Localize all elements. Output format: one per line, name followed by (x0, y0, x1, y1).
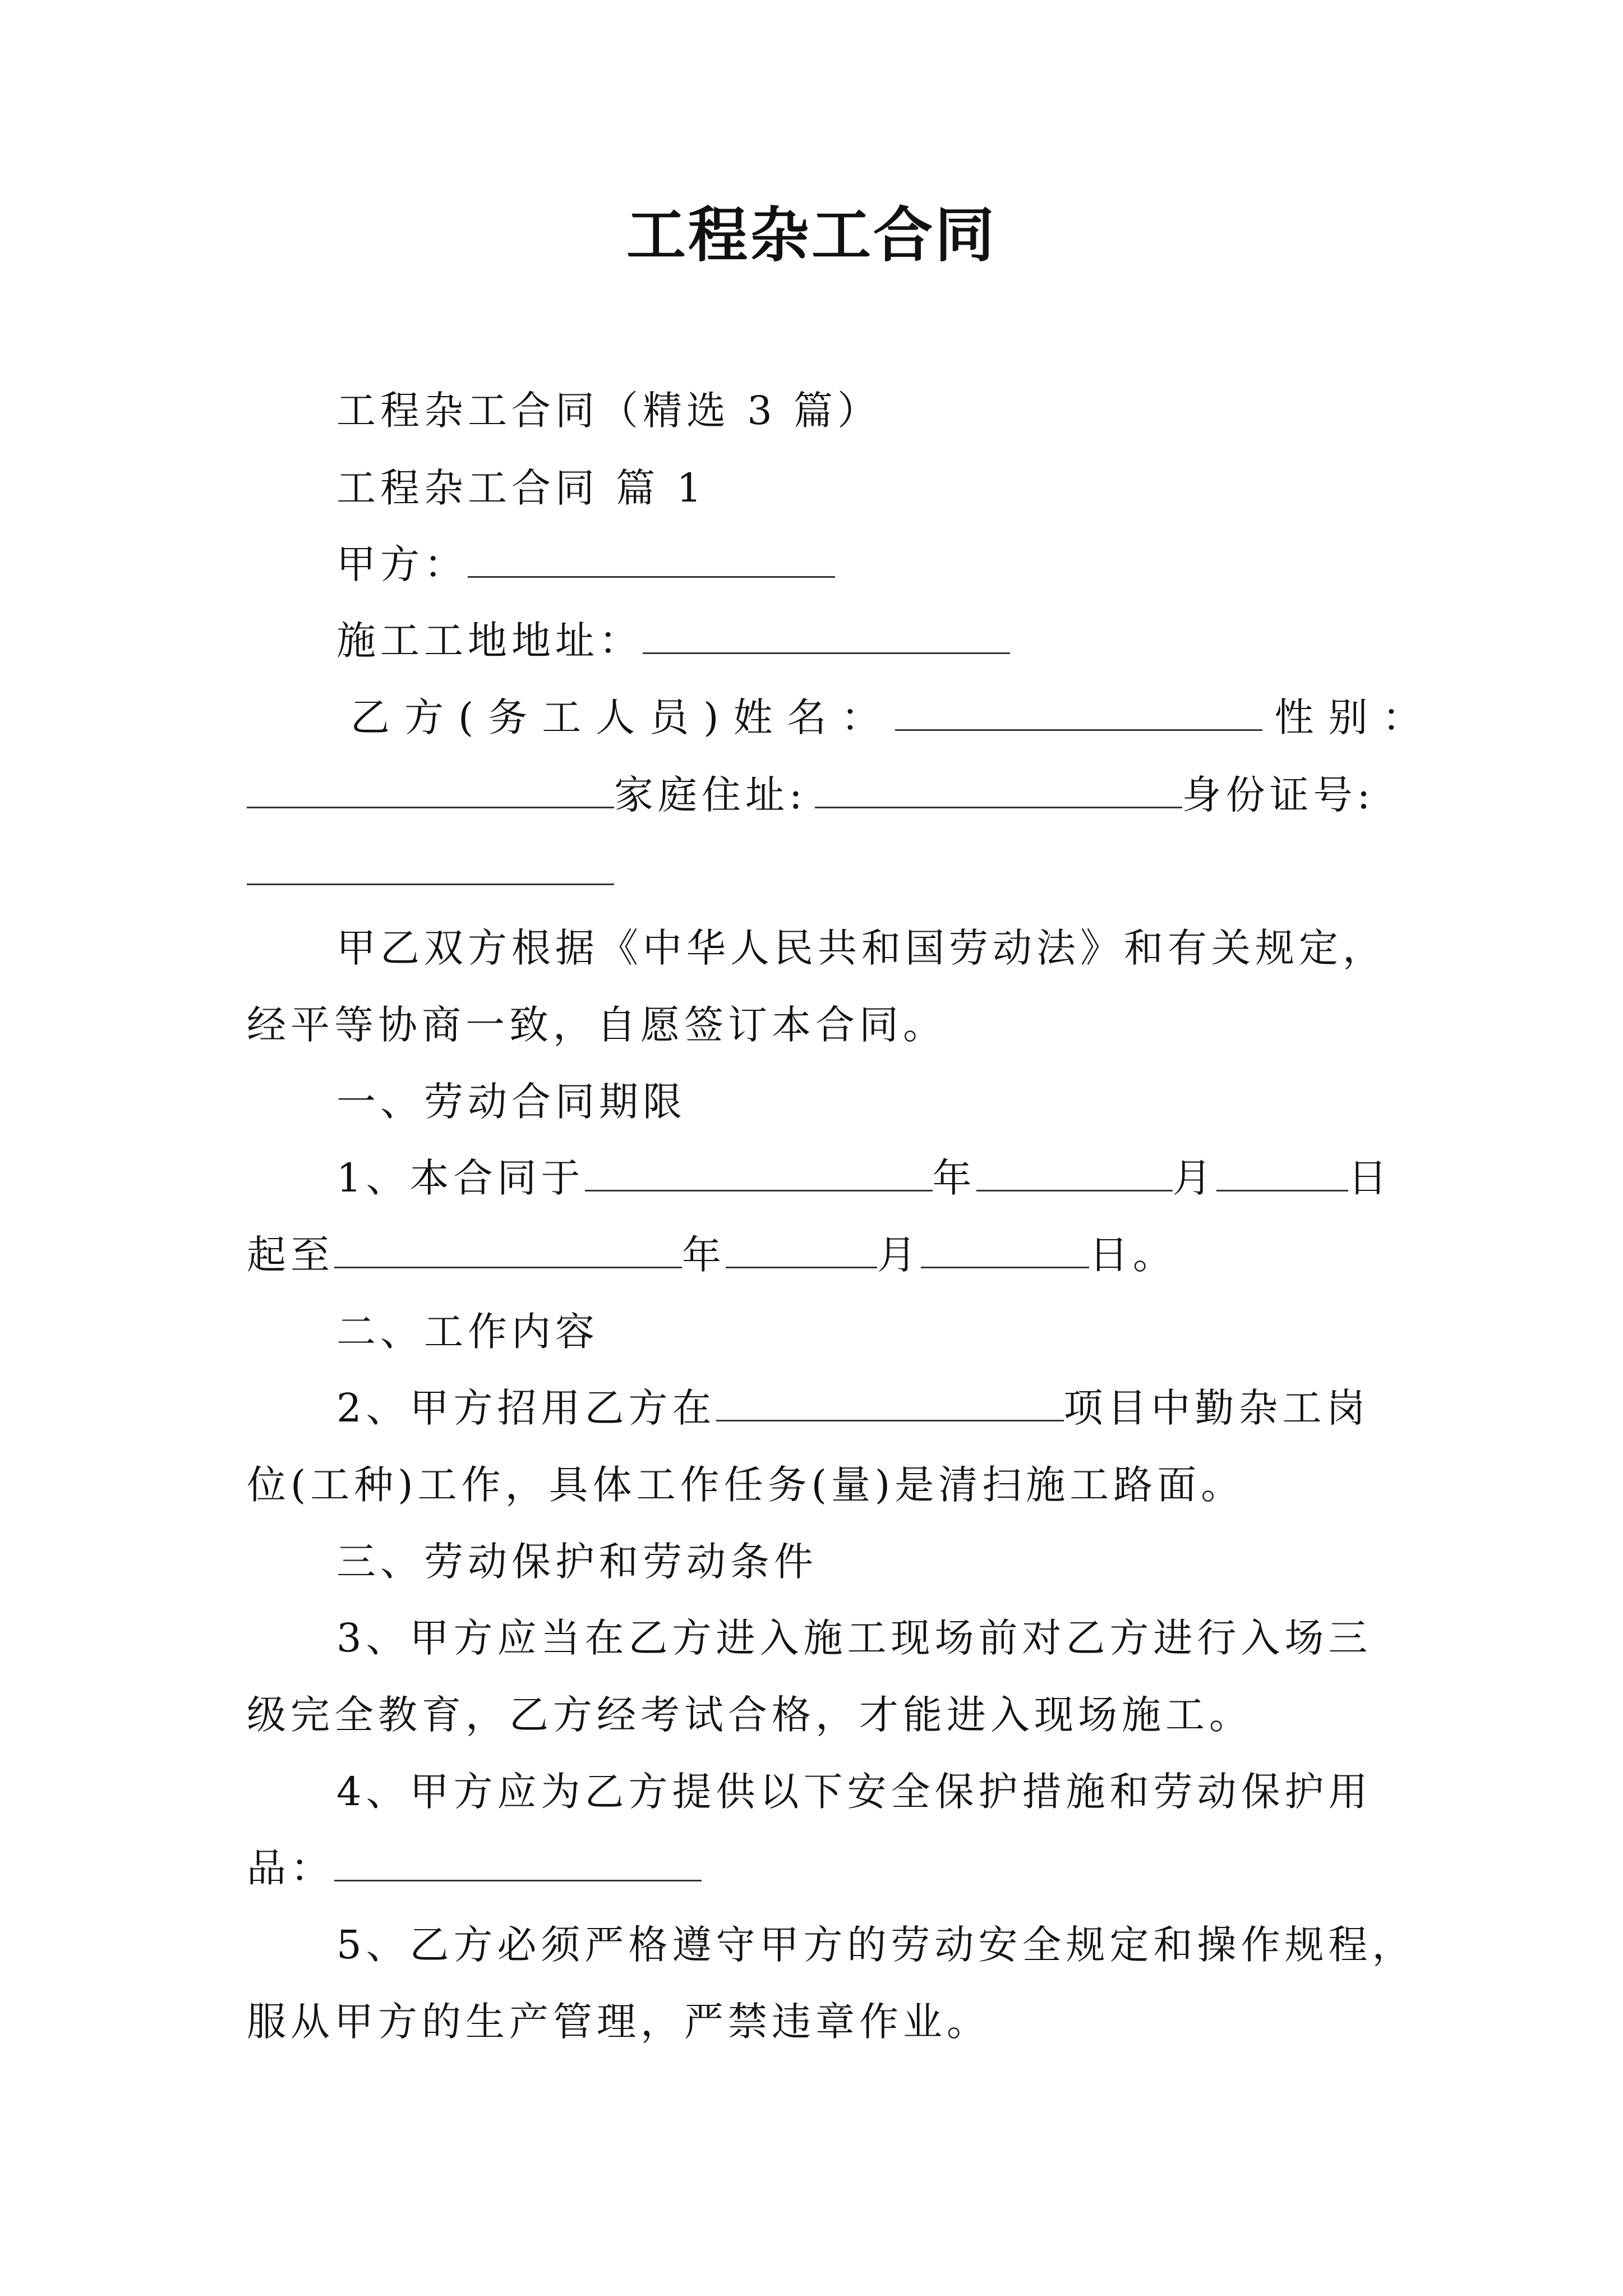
gender-blank[interactable] (247, 771, 614, 808)
start-day-label: 日 (1348, 1155, 1392, 1201)
clause-4-prefix: 品： (247, 1845, 334, 1891)
start-month-label: 月 (1172, 1155, 1216, 1201)
start-year-blank[interactable] (585, 1154, 933, 1191)
home-address-blank[interactable] (815, 771, 1182, 808)
party-b-name-label: 乙方(务工人员)姓名： (351, 694, 895, 740)
party-b-name-blank[interactable] (895, 694, 1262, 731)
section-2-heading: 二、工作内容 (336, 1309, 599, 1355)
start-month-blank[interactable] (976, 1154, 1173, 1191)
party-a-row (336, 541, 1380, 588)
site-address-label: 施工工地地址： (336, 618, 643, 664)
site-address-row (336, 617, 1380, 664)
end-day-blank[interactable] (921, 1231, 1089, 1268)
clause-4-row (247, 1844, 1380, 1892)
term-end-row (247, 1231, 1380, 1278)
end-month-label: 月 (877, 1232, 921, 1278)
start-day-blank[interactable] (1216, 1154, 1348, 1191)
site-address-blank[interactable] (643, 617, 1010, 654)
home-address-label: 家庭住址: (614, 772, 807, 818)
clause-3-line-2: 级完全教育，乙方经考试合格，才能进入现场施工。 (247, 1692, 1253, 1738)
clause-3-line-1: 3、甲方应当在乙方进入施工现场前对乙方进行入场三 (336, 1615, 1372, 1661)
id-number-blank[interactable] (247, 848, 614, 885)
id-number-row (247, 848, 1380, 895)
end-day-label: 日。 (1089, 1232, 1177, 1278)
document-title: 工程杂工合同 (626, 200, 997, 270)
document-subtitle: 工程杂工合同（精选 3 篇） (336, 388, 882, 434)
intro-line-1: 甲乙双方根据《中华人民共和国劳动法》和有关规定， (336, 925, 1386, 971)
protective-items-blank[interactable] (334, 1844, 702, 1881)
term-start-prefix: 1、本合同于 (336, 1155, 585, 1201)
term-start-row (336, 1154, 1392, 1202)
party-b-row (351, 694, 1436, 741)
work-prefix: 2、甲方招用乙方在 (336, 1385, 716, 1431)
work-row (336, 1384, 1380, 1432)
start-year-label: 年 (932, 1155, 976, 1201)
id-number-label: 身份证号: (1182, 772, 1375, 818)
end-year-label: 年 (682, 1232, 726, 1278)
part-heading: 工程杂工合同 篇 1 (336, 465, 707, 511)
section-3-heading: 三、劳动保护和劳动条件 (336, 1539, 818, 1585)
project-name-blank[interactable] (716, 1384, 1064, 1421)
home-id-row (247, 771, 1380, 818)
party-a-label: 甲方： (336, 541, 468, 587)
end-month-blank[interactable] (726, 1231, 877, 1268)
clause-5-line-2: 服从甲方的生产管理，严禁违章作业。 (247, 1999, 990, 2045)
work-suffix: 项目中勤杂工岗 (1063, 1385, 1370, 1431)
party-a-blank[interactable] (468, 541, 835, 578)
intro-line-2: 经平等协商一致，自愿签订本合同。 (247, 1002, 947, 1048)
clause-4-line-1: 4、甲方应为乙方提供以下安全保护措施和劳动保护用 (336, 1769, 1372, 1815)
gender-label: 性别： (1274, 694, 1436, 740)
term-end-prefix: 起至 (247, 1232, 334, 1278)
work-line-2: 位(工种)工作，具体工作任务(量)是清扫施工路面。 (247, 1462, 1245, 1508)
end-year-blank[interactable] (334, 1231, 682, 1268)
section-1-heading: 一、劳动合同期限 (336, 1079, 686, 1125)
clause-5-line-1: 5、乙方必须严格遵守甲方的劳动安全规定和操作规程， (336, 1922, 1416, 1968)
